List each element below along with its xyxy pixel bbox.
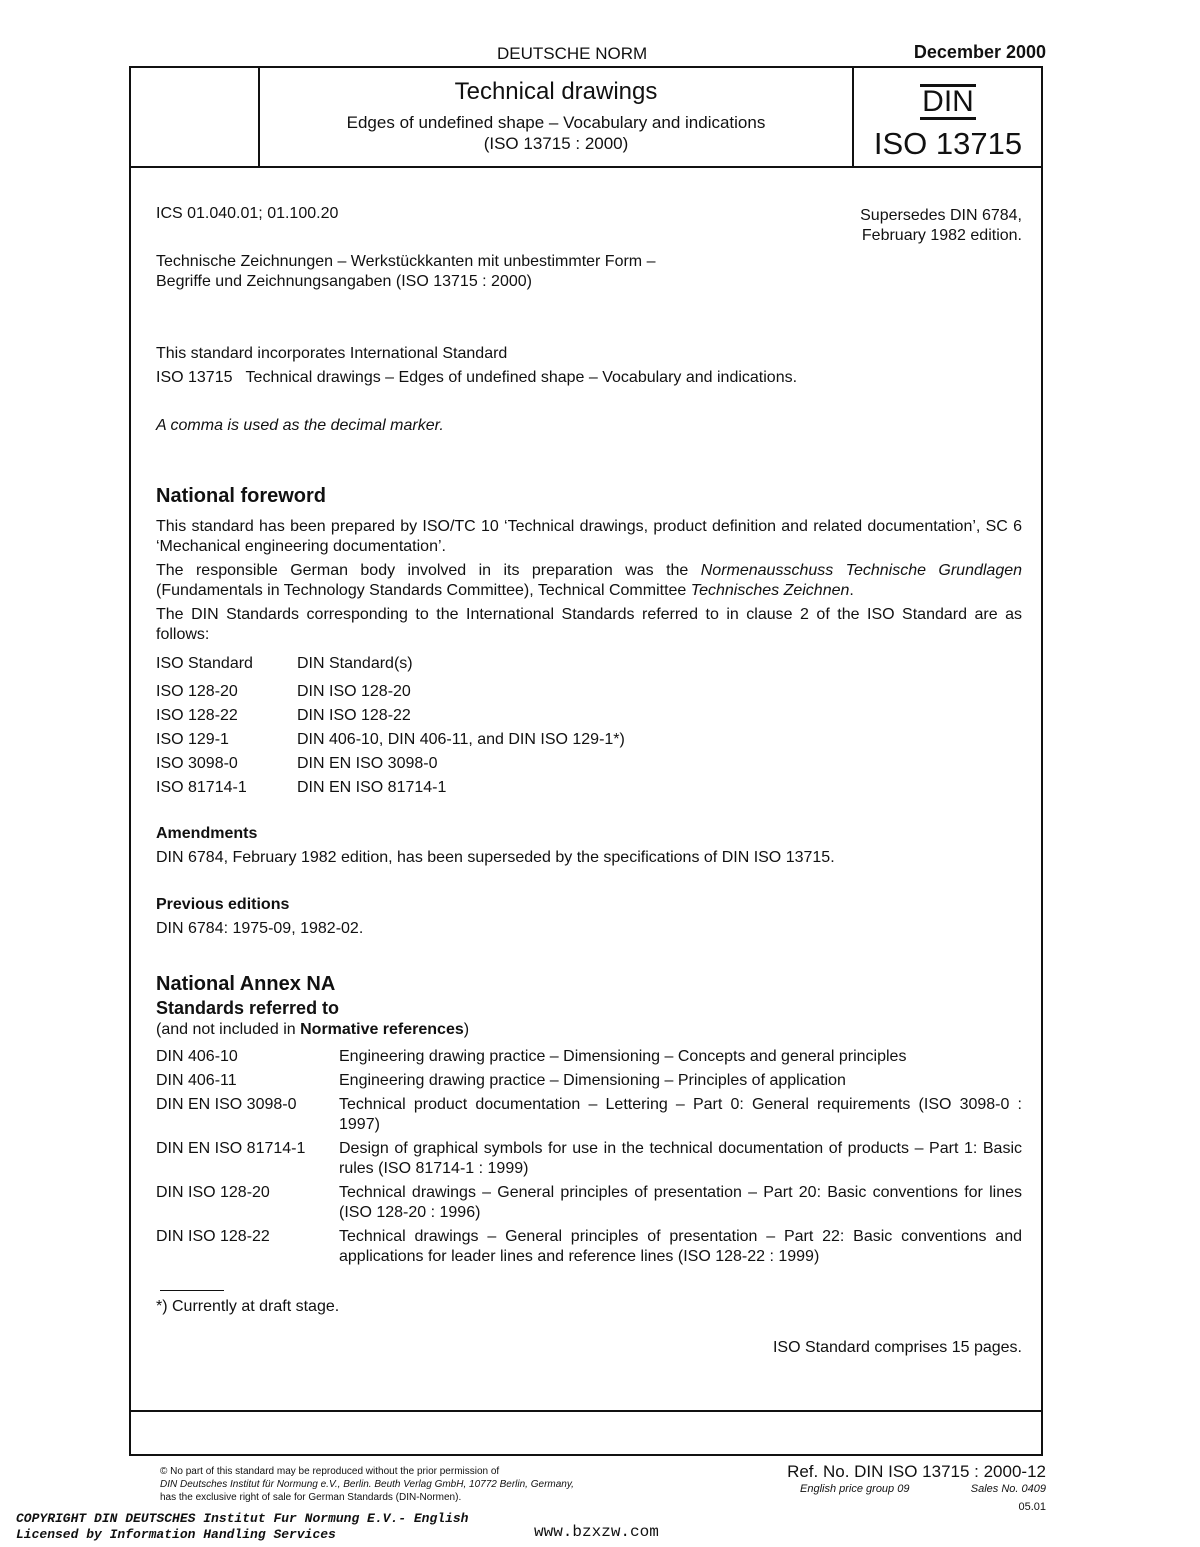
previous-editions-heading: Previous editions — [156, 896, 290, 913]
table-cell-din: DIN EN ISO 3098-0 — [297, 755, 438, 772]
reference-code: DIN EN ISO 81714-1 — [156, 1140, 306, 1157]
copyright-line: has the exclusive right of sale for German Standards (DIN-Normen). — [160, 1492, 462, 1503]
reference-title: Engineering drawing practice – Dimensioning – Principles of application — [339, 1072, 846, 1089]
incorporation-line: ISO 13715 Technical drawings – Edges of undefined shape – Vocabulary and indications. — [156, 369, 798, 386]
supersedes-note — [860, 206, 1022, 246]
reference-title: Technical drawings – General principles of presentation – Part 20: Basic conventions for lines (ISO 128-20 : 1996) — [339, 1184, 1022, 1221]
document-title: Technical drawings — [454, 78, 658, 105]
amendments-heading: Amendments — [156, 825, 258, 842]
incorporation-line: This standard incorporates International Standard — [156, 345, 508, 362]
text-run: . — [849, 582, 854, 599]
amendments-text: DIN 6784, February 1982 edition, has been superseded by the specifications of DIN ISO 13715. — [156, 849, 835, 866]
foreword-paragraph: This standard has been prepared by ISO/TC 10 ‘Technical drawings, product definition and related documentation’, SC 6 ‘Mechanical engineering documentation’. — [156, 518, 1022, 555]
watermark-line: COPYRIGHT DIN DEUTSCHES Institut Fur Normung E.V.- English — [16, 1511, 469, 1526]
incorporation-note — [156, 344, 797, 388]
reference-title: Design of graphical symbols for use in the technical documentation of products – Part 1: Basic rules (ISO 81714-1 : 1999) — [339, 1140, 1022, 1177]
norm-label: DEUTSCHE NORM — [497, 44, 648, 63]
foreword-paragraph: The DIN Standards corresponding to the International Standards referred to in clause 2 of the ISO Standard are as follows: — [156, 606, 1022, 643]
table-cell-iso: ISO 81714-1 — [156, 779, 247, 796]
table-header-din: DIN Standard(s) — [297, 655, 413, 672]
reference-title: Technical drawings – General principles of presentation – Part 22: Basic conventions and applications for leader lines and reference lines (ISO 128-22 : 1999) — [339, 1228, 1022, 1265]
previous-editions-text: DIN 6784: 1975-09, 1982-02. — [156, 920, 364, 937]
annex-subheading: Standards referred to — [156, 998, 340, 1018]
footnote: *) Currently at draft stage. — [156, 1298, 340, 1315]
table-cell-din: DIN 406-10, DIN 406-11, and DIN ISO 129-1*) — [297, 731, 625, 748]
supersedes-line: February 1982 edition. — [861, 227, 1022, 244]
website-watermark: www.bzxzw.com — [534, 1523, 659, 1541]
edition-code: 05.01 — [1018, 1501, 1046, 1513]
german-title-line: Technische Zeichnungen – Werkstückkanten mit unbestimmter Form – — [156, 253, 656, 270]
text-run: Normative references — [300, 1021, 464, 1038]
text-run: (and not included in — [156, 1021, 301, 1038]
text-run: ) — [463, 1021, 470, 1038]
standard-number: ISO 13715 — [873, 126, 1023, 161]
reference-number: Ref. No. DIN ISO 13715 : 2000-12 — [787, 1462, 1046, 1481]
issue-date: December 2000 — [913, 42, 1046, 62]
header-divider — [129, 166, 1043, 168]
reference-title: Engineering drawing practice – Dimensioning – Concepts and general principles — [339, 1048, 907, 1065]
annex-note — [156, 1020, 469, 1040]
reference-code: DIN ISO 128-22 — [156, 1228, 270, 1245]
ics-code: ICS 01.040.01; 01.100.20 — [156, 205, 339, 222]
reference-code: DIN ISO 128-20 — [156, 1184, 270, 1201]
text-run: (Fundamentals in Technology Standards Committee), Technical Committee — [156, 582, 691, 599]
copyright-line: DIN Deutsches Institut für Normung e.V., Berlin. Beuth Verlag GmbH, 10772 Berlin, Germany, — [160, 1479, 574, 1490]
text-run: The responsible German body involved in its preparation was the — [156, 562, 701, 579]
subtitle-line: Edges of undefined shape – Vocabulary and indications — [346, 113, 766, 132]
annex-heading: National Annex NA — [156, 973, 336, 995]
din-block — [854, 84, 1042, 162]
subtitle-line: (ISO 13715 : 2000) — [483, 134, 629, 153]
german-title — [156, 252, 655, 292]
table-cell-iso: ISO 128-22 — [156, 707, 238, 724]
footer-divider — [129, 1410, 1043, 1412]
copyright-notice — [160, 1465, 574, 1504]
reference-code: DIN EN ISO 3098-0 — [156, 1096, 297, 1113]
table-cell-iso: ISO 128-20 — [156, 683, 238, 700]
page-count: ISO Standard comprises 15 pages. — [772, 1339, 1022, 1356]
reference-code: DIN 406-10 — [156, 1048, 238, 1065]
committee-name: Normenausschuss Technische Grundlagen — [700, 562, 1023, 579]
table-cell-din: DIN ISO 128-22 — [297, 707, 411, 724]
decimal-marker-note: A comma is used as the decimal marker. — [156, 417, 444, 434]
title-block — [260, 78, 852, 154]
reference-code: DIN 406-11 — [156, 1072, 237, 1089]
foreword-paragraph — [156, 561, 1022, 601]
reference-title: Technical product documentation – Lettering – Part 0: General requirements (ISO 3098-0 : 1997) — [339, 1096, 1022, 1133]
license-watermark — [16, 1511, 468, 1543]
table-cell-din: DIN EN ISO 81714-1 — [297, 779, 447, 796]
foreword-heading: National foreword — [156, 485, 327, 507]
table-cell-iso: ISO 129-1 — [156, 731, 229, 748]
technical-committee-name: Technisches Zeichnen — [690, 582, 850, 599]
german-title-line: Begriffe und Zeichnungsangaben (ISO 13715 : 2000) — [156, 273, 532, 290]
footnote-separator — [160, 1290, 224, 1291]
supersedes-line: Supersedes DIN 6784, — [860, 207, 1022, 224]
table-cell-iso: ISO 3098-0 — [156, 755, 238, 772]
price-group: English price group 09 — [800, 1483, 910, 1495]
copyright-line: © No part of this standard may be reproduced without the prior permission of — [160, 1466, 500, 1477]
sales-number: Sales No. 0409 — [970, 1483, 1046, 1495]
table-header-iso: ISO Standard — [156, 655, 253, 672]
document-subtitle — [260, 112, 852, 154]
watermark-line: Licensed by Information Handling Services — [16, 1527, 336, 1542]
din-logo: DIN — [922, 85, 974, 118]
table-cell-din: DIN ISO 128-20 — [297, 683, 411, 700]
